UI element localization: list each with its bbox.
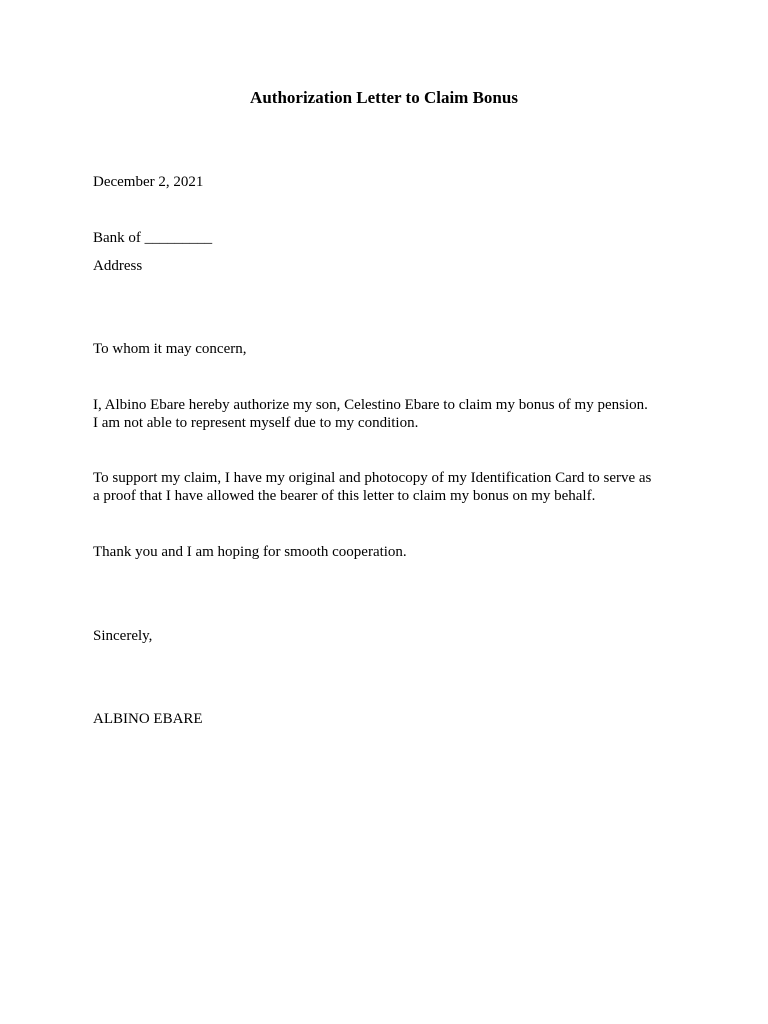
letter-date: December 2, 2021 [93,174,204,190]
paragraph-1-line-2: I am not able to represent myself due to my condition. [93,415,419,431]
paragraph-1-line-1: I, Albino Ebare hereby authorize my son, Celestino Ebare to claim my bonus of my pension. [93,397,648,413]
recipient-address: Address [93,258,143,274]
recipient-bank: Bank of _________ [93,230,213,246]
closing: Sincerely, [93,628,153,644]
paragraph-3: Thank you and I am hoping for smooth cooperation. [93,544,407,560]
paragraph-2-line-2: a proof that I have allowed the bearer of this letter to claim my bonus on my behalf. [93,488,596,504]
signature-name: ALBINO EBARE [93,711,203,727]
salutation: To whom it may concern, [93,341,247,357]
letter-title: Authorization Letter to Claim Bonus [250,88,518,107]
paragraph-2-line-1: To support my claim, I have my original and photocopy of my Identification Card to serve as [93,470,652,486]
